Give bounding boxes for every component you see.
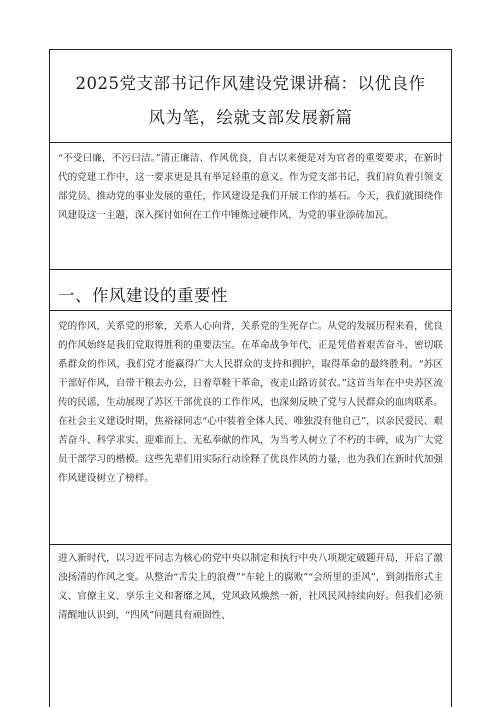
document-frame bbox=[49, 49, 452, 707]
section-1-paragraph-2: 进入新时代，以习近平同志为核心的党中央以制定和执行中央八项规定破题开局，开启了激浊扬清的作风之变。从整治“舌尖上的浪费”“车轮上的腐败”“会所里的歪风”，到剑指形式主义、官僚主义、享乐主义和奢靡之风，党风政风焕然一新，社风民风持续向好。但我们必须清醒地认识到，“四风”问题具有顽固性、 bbox=[58, 553, 443, 621]
section-1-heading: 一、作风建设的重要性 bbox=[58, 286, 228, 305]
intro-paragraph: “不受曰廉，不污曰洁。”清正廉洁、作风优良，自古以来便是对为官者的重要要求，在新时代的党建工作中，这一要求更是具有举足轻重的意义。作为党支部书记，我们肩负着引领支部党员、推动党的事业发展的重任，作风建设是我们开展工作的基石。今天，我们就围绕作风建设这一主题，深入探讨如何在工作中锤炼过硬作风，为党的事业添砖加瓦。 bbox=[58, 153, 443, 221]
heading-divider bbox=[50, 310, 451, 311]
intro-divider bbox=[50, 269, 451, 270]
title-divider bbox=[50, 142, 451, 143]
paragraph-divider bbox=[50, 544, 451, 545]
section-1-paragraph-1: 党的作风，关系党的形象，关系人心向背，关系党的生死存亡。从党的发展历程来看，优良的作风始终是我们党取得胜利的重要法宝。在革命战争年代，正是凭借着艰苦奋斗、密切联系群众的作风，我们党才能赢得广大人民群众的支持和拥护，取得革命的最终胜利。“苏区干部好作风，自带干粮去办公，日着草鞋干革命，夜走山路访贫农。”这首当年在中央苏区流传的民谣，生动展现了苏区干部优良的工作作风，也深刻反映了党与人民群众的血肉联系。在社会主义建设时期，焦裕禄同志“心中装着全体人民、唯独没有他自己”，以亲民爱民、艰苦奋斗、科学求实、迎难而上、无私奉献的作风，为当考人树立了不朽的丰碑，成为广大党员干部学习的楷模。这些先辈们用实际行动诠释了优良作风的力量，也为我们在新时代加强作风建设树立了榜样。 bbox=[58, 321, 443, 484]
document-title-line-2: 风为笔，绘就支部发展新篇 bbox=[148, 108, 353, 127]
document-title-line-1: 2025党支部书记作风建设党课讲稿：以优良作 bbox=[75, 74, 426, 93]
